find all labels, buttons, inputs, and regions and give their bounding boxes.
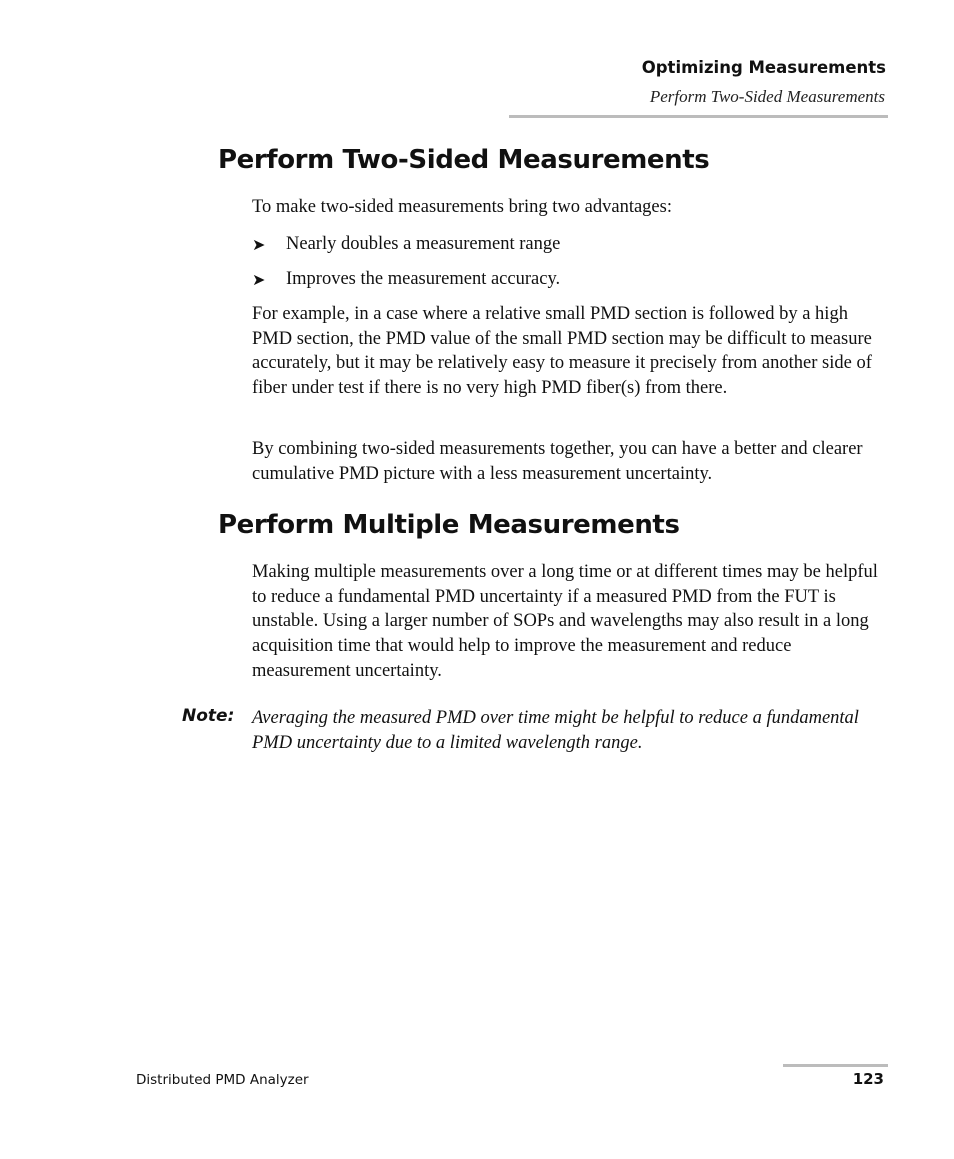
bullet-text: Improves the measurement accuracy. [286,269,561,289]
section-heading-two-sided: Perform Two-Sided Measurements [218,145,710,175]
footer-product-name: Distributed PMD Analyzer [136,1072,309,1088]
note-label: Note: [182,706,235,726]
bullet-text: Nearly doubles a measurement range [286,234,561,254]
page-number: 123 [852,1070,884,1088]
body-paragraph: For example, in a case where a relative small PMD section is followed by a high PMD section, the PMD value of the small PMD section may be difficult to measure accurately, but it may be relatively easy to measure it precisely from another side of fiber under test if there is no very high PMD fiber(s) from there. [252,304,872,399]
arrow-bullet-icon: ➤ [252,270,266,289]
header-divider [509,115,888,118]
header-chapter-title: Optimizing Measurements [641,58,886,77]
note-text: Averaging the measured PMD over time might be helpful to reduce a fundamental PMD uncertainty due to a limited wavelength range. [252,708,859,753]
body-paragraph: Making multiple measurements over a long time or at different times may be helpful to reduce a fundamental PMD uncertainty if a measured PMD from the FUT is unstable. Using a larger number of SOPs and wavelengths may also result in a long acquisition time that would help to improve the measurement and reduce measurement uncertainty. [252,562,878,681]
section-heading-multiple: Perform Multiple Measurements [218,510,680,540]
arrow-bullet-icon: ➤ [252,235,266,254]
section-intro: To make two-sided measurements bring two advantages: [252,197,672,217]
footer-divider [783,1064,888,1067]
body-paragraph: By combining two-sided measurements together, you can have a better and clearer cumulative PMD picture with a less measurement uncertainty. [252,439,863,484]
header-section-title: Perform Two-Sided Measurements [649,87,885,106]
